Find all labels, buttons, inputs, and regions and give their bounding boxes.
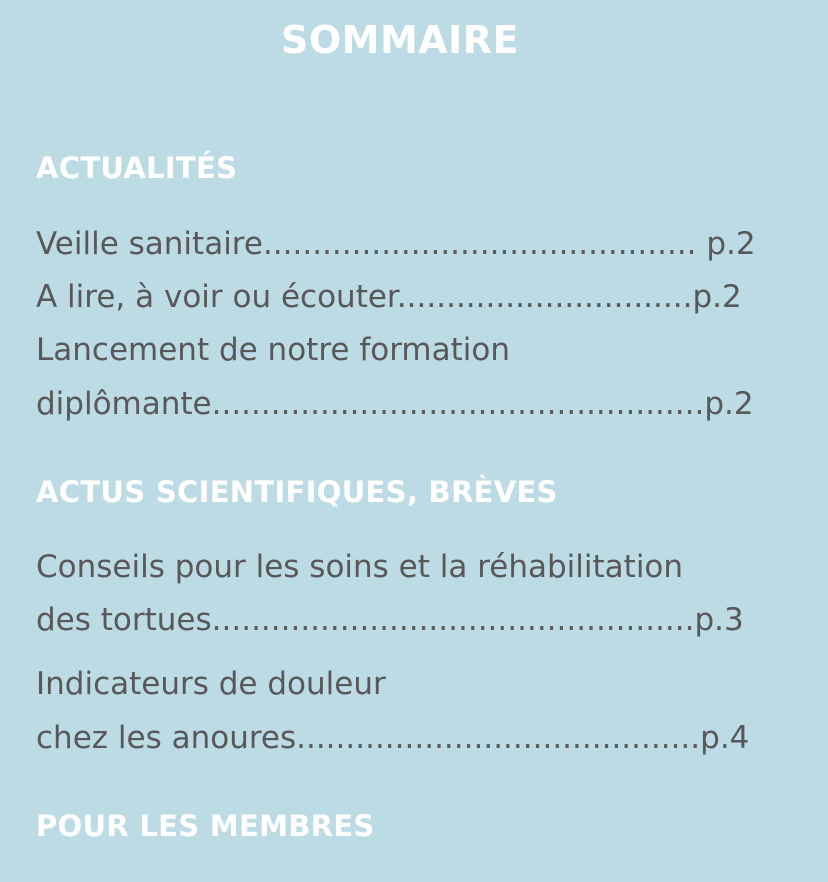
toc-entry-formation-line-1: Lancement de notre formation — [36, 332, 510, 368]
toc-entry-formation-line-2: diplômante..................................................p.2 — [36, 386, 754, 422]
toc-entry-veille-sanitaire: Veille sanitaire............................................ p.2 — [36, 226, 756, 262]
toc-entry-anoures-line-1: Indicateurs de douleur — [36, 666, 386, 702]
page-title: SOMMAIRE — [280, 18, 520, 62]
section-heading-actus-scientifiques: ACTUS SCIENTIFIQUES, BRÈVES — [36, 475, 558, 509]
toc-entry-a-lire: A lire, à voir ou écouter..............................p.2 — [36, 279, 742, 315]
toc-entry-tortues-line-2: des tortues.................................................p.3 — [36, 602, 744, 638]
toc-entry-tortues-line-1: Conseils pour les soins et la réhabilitation — [36, 549, 684, 585]
section-heading-pour-les-membres: POUR LES MEMBRES — [36, 809, 375, 843]
section-heading-actualites: ACTUALITÉS — [36, 151, 238, 185]
toc-entry-anoures-line-2: chez les anoures.........................................p.4 — [36, 720, 750, 756]
